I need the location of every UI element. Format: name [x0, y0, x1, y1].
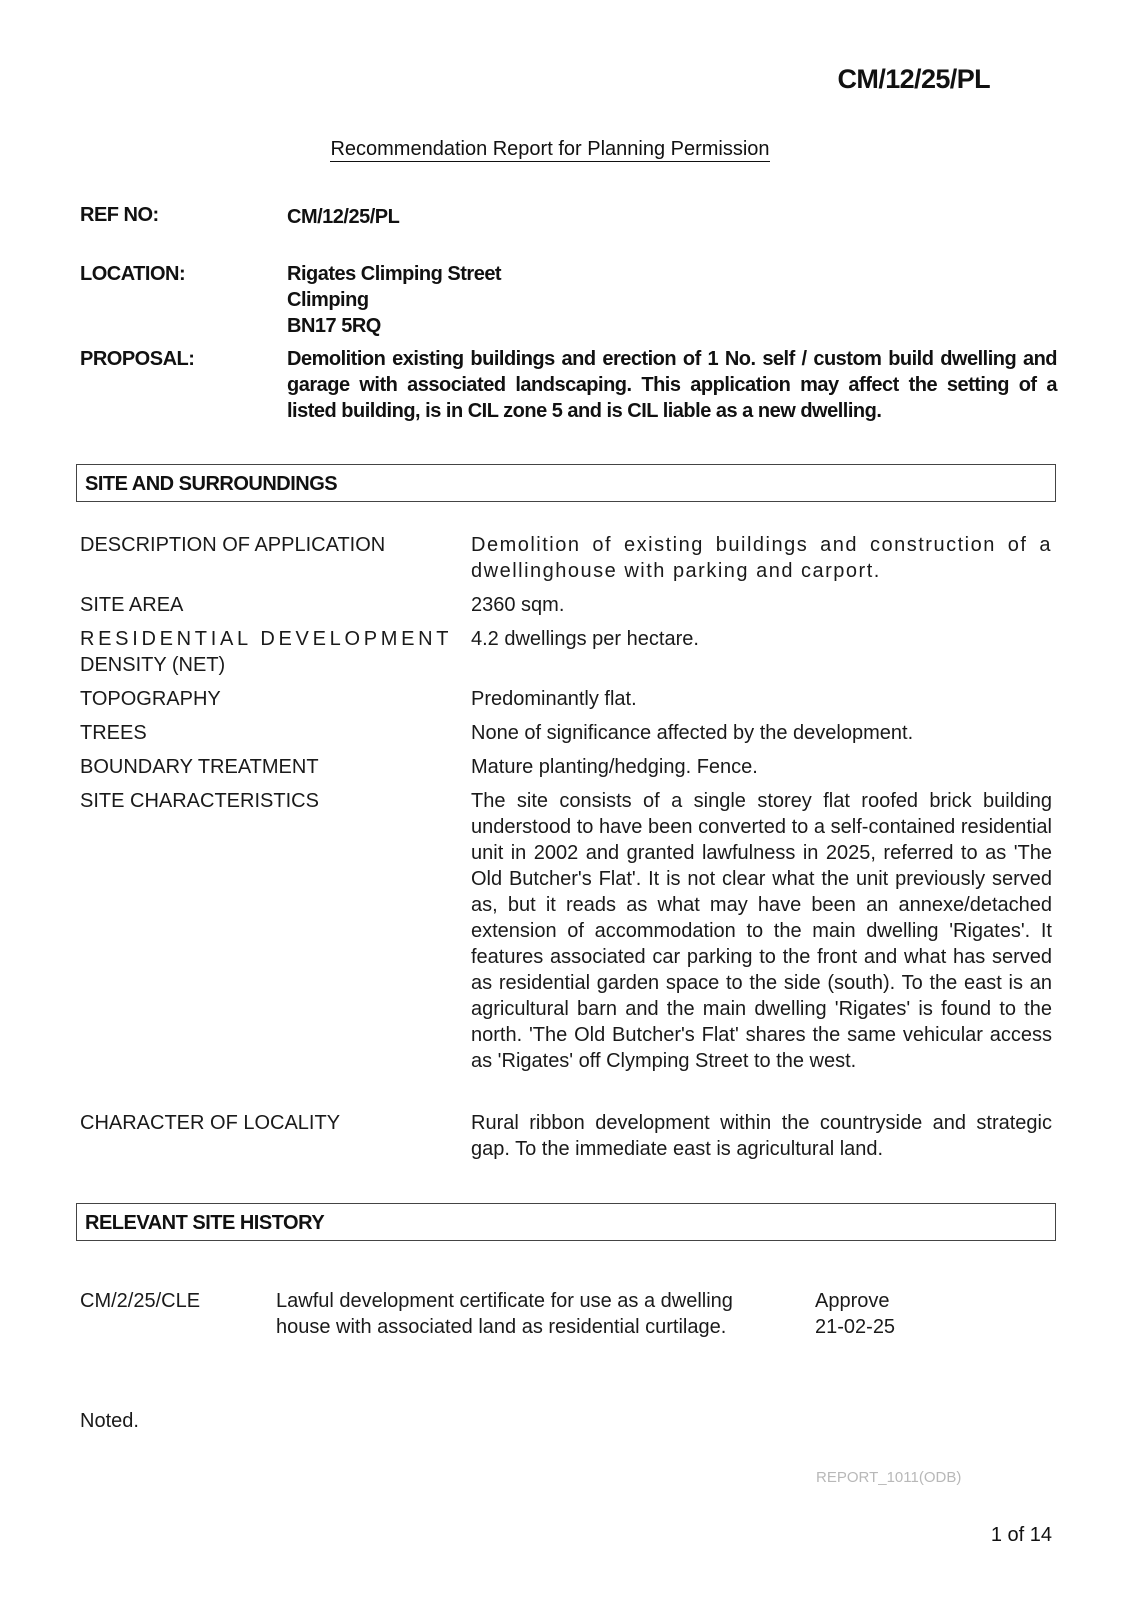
history-date: 21-02-25	[815, 1316, 896, 1338]
history-description: Lawful development certificate for use as a dwelling house with associated land as residential curtilage.	[276, 1290, 733, 1338]
report-code: REPORT_1011(ODB)	[816, 1469, 962, 1486]
site-history-heading: RELEVANT SITE HISTORY	[76, 1203, 1056, 1241]
row-label: DESCRIPTION OF APPLICATION	[80, 534, 386, 556]
location-line: Rigates Climping Street	[287, 263, 502, 285]
location-line: Climping	[287, 289, 369, 311]
row-value: The site consists of a single storey flat roofed brick building understood to have been converted to a self-contained residential unit in 2002 and granted lawfulness in 2025, referred to as 'The Old Butcher's Flat'. It is not clear what the unit previously served as, but it reads as what may have been an annexe/detached extension of accommodation to the main dwelling 'Rigates'. It features associated car parking to the front and what has served as residential garden space to the side (south). To the east is an agricultural barn and the main dwelling 'Rigates' is found to the north. 'The Old Butcher's Flat' shares the same vehicular access as 'Rigates' off Clymping Street to the west.	[471, 790, 1052, 1072]
row-value: None of significance affected by the development.	[471, 722, 914, 744]
row-value: Rural ribbon development within the countryside and strategic gap. To the immediate east is agricultural land.	[471, 1112, 1052, 1160]
document-reference: CM/12/25/PL	[837, 64, 990, 94]
row-label-line: DENSITY (NET)	[80, 654, 226, 676]
history-note: Noted.	[80, 1410, 139, 1432]
location-line: BN17 5RQ	[287, 315, 381, 337]
row-label: SITE CHARACTERISTICS	[80, 790, 319, 812]
proposal-label: PROPOSAL:	[80, 348, 195, 370]
page-number: 1 of 14	[990, 1524, 1052, 1546]
location-label: LOCATION:	[80, 263, 186, 285]
row-label-line: RESIDENTIAL DEVELOPMENT	[80, 628, 453, 650]
proposal-text: Demolition existing buildings and erection of 1 No. self / custom build dwelling and garage with associated landscaping. This application may affect the setting of a listed building, is in CIL zone 5 and is CIL liable as a new dwelling.	[287, 348, 1057, 422]
row-label: CHARACTER OF LOCALITY	[80, 1112, 341, 1134]
site-surroundings-heading: SITE AND SURROUNDINGS	[76, 464, 1056, 502]
history-decision: Approve	[815, 1290, 890, 1312]
row-value: 2360 sqm.	[471, 594, 565, 616]
row-value: 4.2 dwellings per hectare.	[471, 628, 699, 650]
ref-no-value: CM/12/25/PL	[287, 206, 400, 228]
row-label: SITE AREA	[80, 594, 184, 616]
row-value: Mature planting/hedging. Fence.	[471, 756, 758, 778]
row-label: TREES	[80, 722, 147, 744]
location-value	[287, 261, 501, 339]
row-label	[80, 626, 465, 678]
row-value: Demolition of existing buildings and construction of a dwellinghouse with parking and carport.	[471, 534, 1052, 582]
ref-no-label: REF NO:	[80, 204, 159, 226]
row-label: BOUNDARY TREATMENT	[80, 756, 319, 778]
report-title: Recommendation Report for Planning Permission	[330, 138, 770, 160]
history-ref: CM/2/25/CLE	[80, 1290, 201, 1312]
row-value: Predominantly flat.	[471, 688, 637, 710]
row-label: TOPOGRAPHY	[80, 688, 221, 710]
